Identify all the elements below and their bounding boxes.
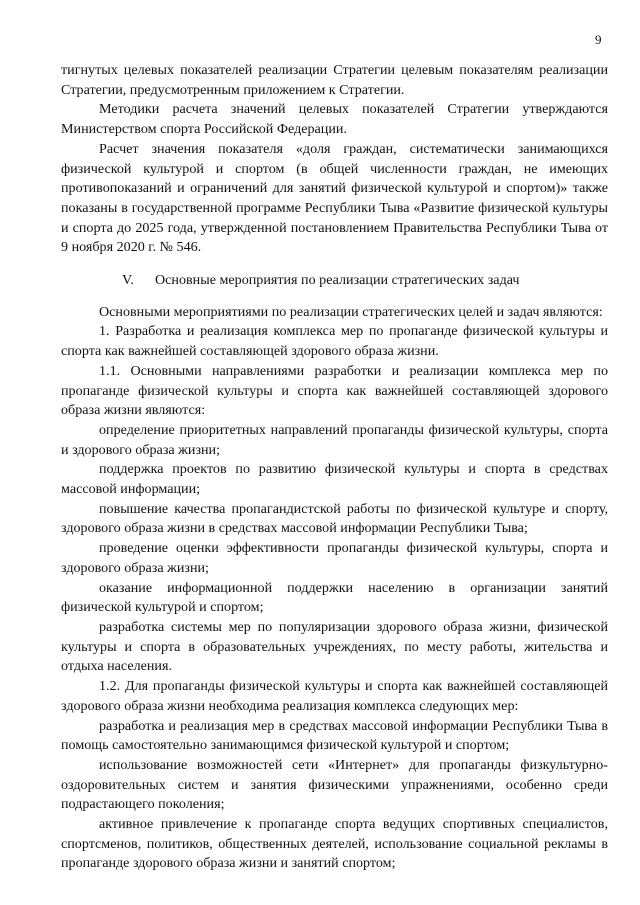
page-number: 9 xyxy=(595,32,602,47)
section-title: Основные мероприятия по реализации стратегических задач xyxy=(155,272,520,289)
document-body xyxy=(61,61,608,874)
list-item: проведение оценки эффективности пропаганды физической культуры, спорта и здорового образа жизни; xyxy=(61,540,608,576)
paragraph: 1. Разработка и реализация комплекса мер по пропаганде физической культуры и спорта как важнейшей составляющей здорового образа жизни. xyxy=(61,323,608,360)
paragraph: Расчет значения показателя «доля граждан, систематически занимающихся физической культурой и спортом (в общей численности граждан, не имеющих противопоказаний и ограничений для занятий физической культурой и спортом)» также показаны в государственной программе Республики Тыва «Развитие физической культуры и спорта до 2025 года, утвержденной постановлением Правительства Республики Тыва от 9 ноября 2020 г. № 546. xyxy=(61,140,608,256)
list-item: поддержка проектов по развитию физической культуры и спорта в средствах массовой информации; xyxy=(61,461,608,498)
section-number: V. xyxy=(122,272,134,289)
paragraph: Методики расчета значений целевых показателей Стратегии утверждаются Министерством спорта Российской Федерации. xyxy=(61,101,608,138)
paragraph: Основными мероприятиями по реализации стратегических целей и задач являются: xyxy=(99,303,603,320)
list-item: оказание информационной поддержки населению в организации занятий физической культурой и спортом; xyxy=(61,579,608,616)
list-item: определение приоритетных направлений пропаганды физической культуры, спорта и здорового образа жизни; xyxy=(61,421,608,458)
paragraph-continuation: тигнутых целевых показателей реализации Стратегии целевым показателям реализации Стратегии, предусмотренным приложением к Стратегии. xyxy=(61,62,608,98)
paragraph: 1.2. Для пропаганды физической культуры и спорта как важнейшей составляющей здорового образа жизни необходима реализация комплекса следующих мер: xyxy=(61,678,608,714)
list-item: использование возможностей сети «Интернет» для пропаганды физкультурно-оздоровительных систем и занятия физическими упражнениями, особенно среди подрастающего поколения; xyxy=(61,756,608,813)
list-item: повышение качества пропагандистской работы по физической культуре и спорту, здорового образа жизни в средствах массовой информации Республики Тыва; xyxy=(61,500,608,537)
list-item: разработка и реализация мер в средствах массовой информации Республики Тыва в помощь самостоятельно занимающимся физической культурой и спортом; xyxy=(61,717,608,754)
paragraph: 1.1. Основными направлениями разработки и реализации комплекса мер по пропаганде физической культуры и спорта как важнейшей составляющей здорового образа жизни являются: xyxy=(61,362,608,419)
list-item: разработка системы мер по популяризации здорового образа жизни, физической культуры и спорта в образовательных учреждениях, по месту работы, жительства и отдыха населения. xyxy=(61,618,608,675)
list-item: активное привлечение к пропаганде спорта ведущих спортивных специалистов, спортсменов, политиков, общественных деятелей, использование социальной рекламы в пропаганде здорового образа жизни и занятий спортом; xyxy=(61,816,608,872)
section-heading xyxy=(61,271,608,291)
